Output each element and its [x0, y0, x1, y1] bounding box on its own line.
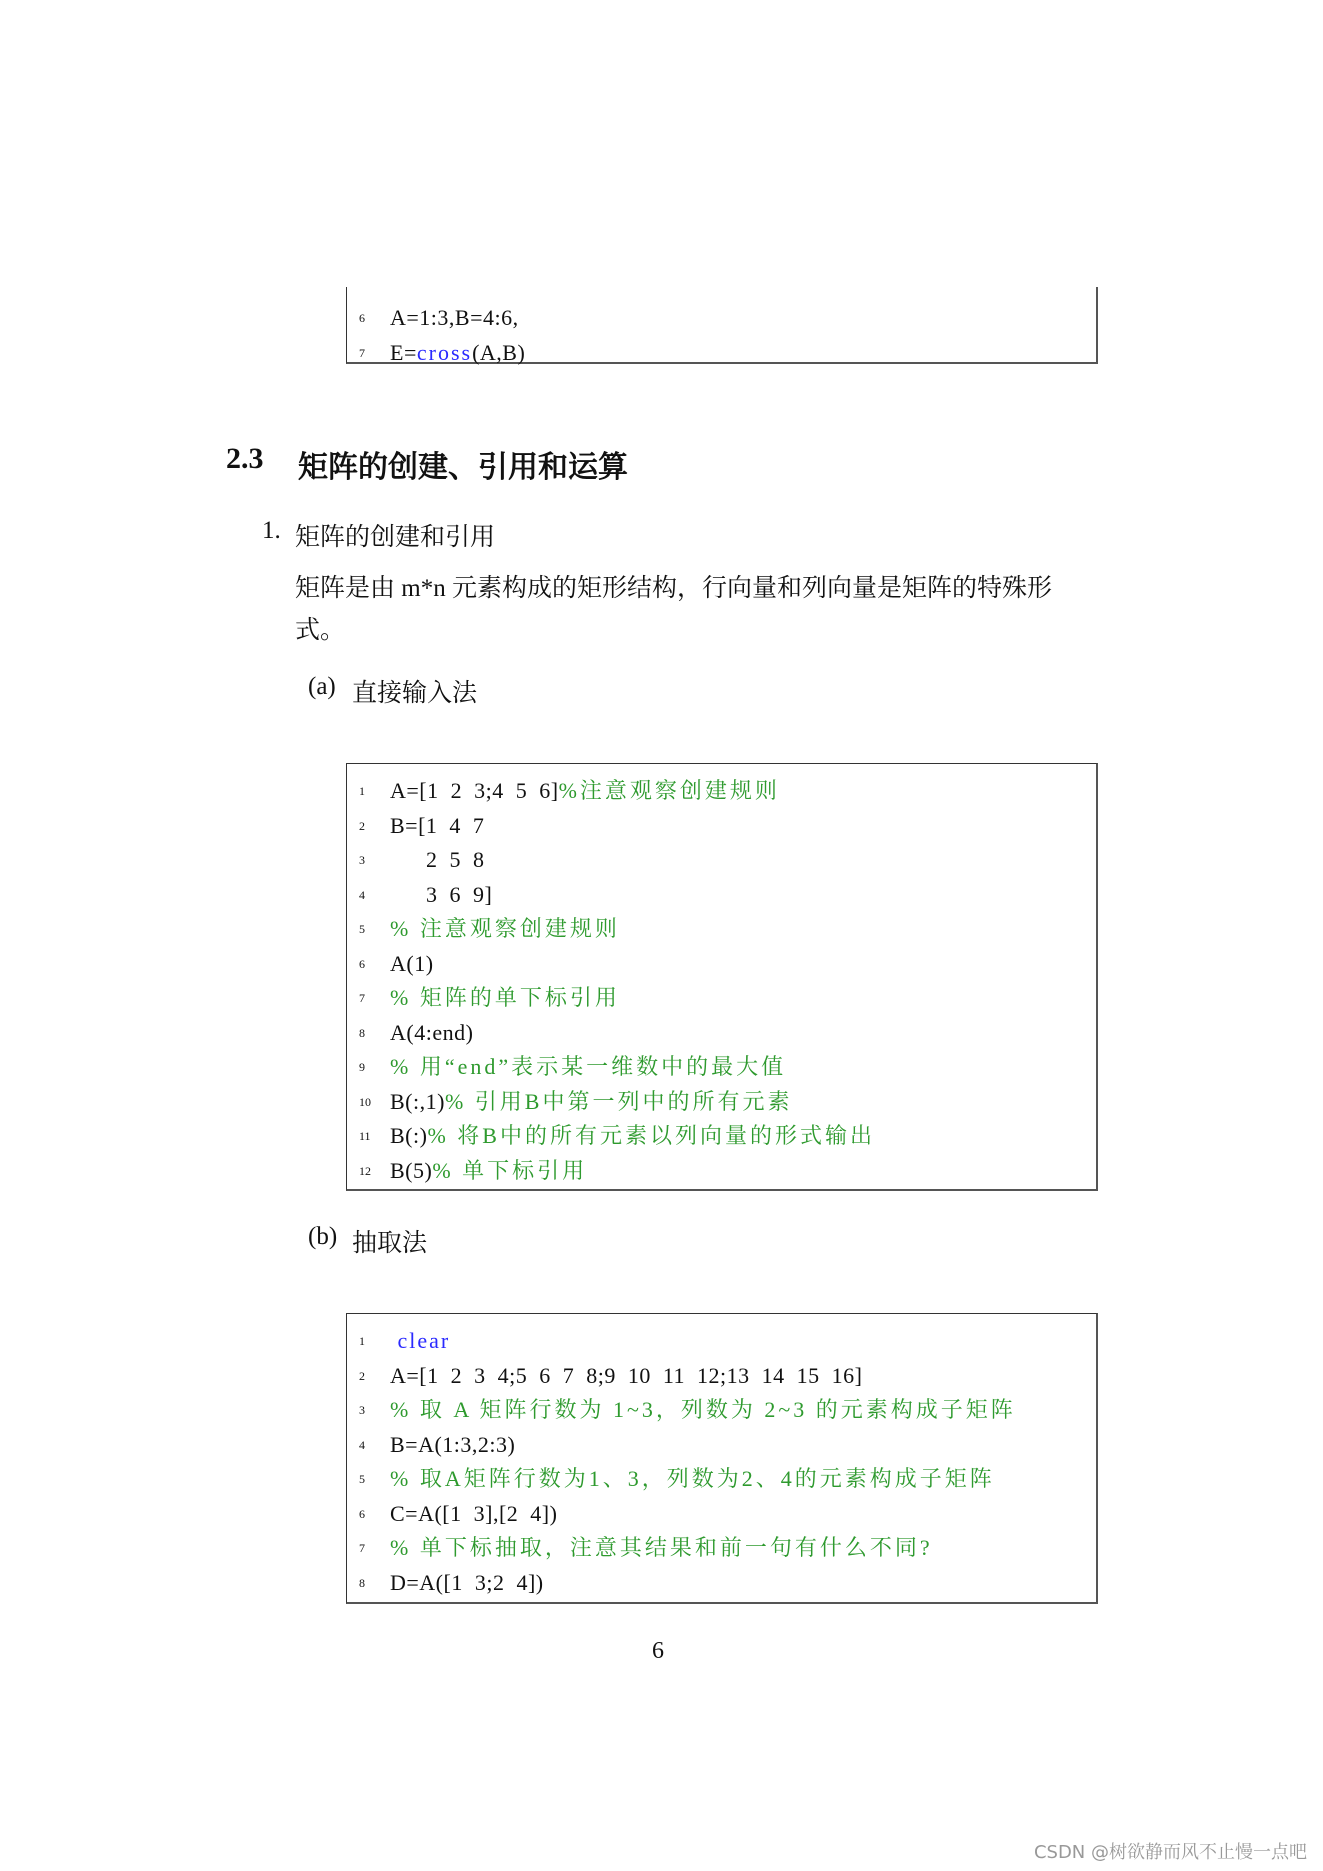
code-text [390, 336, 525, 370]
code-line [347, 1531, 1096, 1565]
code-text [390, 947, 434, 981]
code-comment: % 引用B中第一列中的所有元素 [444, 1088, 793, 1114]
line-number: 8 [359, 1025, 365, 1040]
code-line [347, 1324, 1096, 1358]
code-token: A=1:3,B=4:6, [390, 305, 519, 330]
code-comment: % 注意观察创建规则 [390, 916, 620, 941]
line-number: 3 [359, 853, 365, 867]
page-number: 6 [652, 1638, 664, 1664]
code-comment: % 将B中的所有元素以列向量的形式输出 [427, 1123, 875, 1148]
code-text [390, 981, 620, 1015]
line-number: 7 [359, 991, 365, 1005]
code-token: A(4:end) [390, 1019, 474, 1045]
code-text [390, 1324, 450, 1358]
code-text [390, 1359, 862, 1393]
section-title: 矩阵的创建、引用和运算 [298, 451, 628, 484]
line-number: 5 [359, 922, 365, 936]
item-title: 矩阵的创建和引用 [295, 524, 496, 551]
code-line [347, 1050, 1096, 1084]
code-line [347, 809, 1096, 843]
code-token: 3 6 9] [390, 881, 493, 907]
watermark: CSDN @树欲静而风不止慢一点吧 [1033, 1842, 1307, 1863]
item-number: 1. [262, 517, 281, 544]
code-line [347, 912, 1096, 946]
code-keyword: clear [390, 1328, 451, 1353]
code-line [347, 1119, 1096, 1153]
line-number: 5 [359, 1472, 365, 1486]
paragraph-line-1: 矩阵是由 m*n 元素构成的矩形结构，行向量和列向量是矩阵的特殊形 [295, 575, 1052, 602]
code-text [390, 1497, 557, 1531]
code-text [390, 1016, 473, 1050]
code-line [347, 947, 1096, 981]
line-number: 7 [359, 345, 365, 360]
code-token: B(:,1) [390, 1088, 445, 1114]
code-line [347, 1428, 1096, 1462]
code-token: B=[1 4 7 [390, 812, 485, 838]
line-number: 1 [359, 1334, 365, 1348]
code-text [390, 809, 484, 843]
code-line [347, 1462, 1096, 1496]
code-line [347, 981, 1096, 1015]
code-text [390, 1119, 875, 1153]
code-line [347, 1359, 1096, 1393]
code-line [347, 1393, 1096, 1427]
line-number: 9 [359, 1060, 365, 1074]
code-text [390, 774, 780, 808]
code-text [390, 301, 519, 335]
code-line [347, 1154, 1096, 1188]
code-comment: % 单下标抽取，注意其结果和前一句有什么不同? [390, 1535, 933, 1560]
code-text [390, 843, 485, 877]
line-number: 6 [359, 956, 365, 971]
code-line [347, 878, 1096, 912]
code-block-1 [346, 287, 1098, 364]
line-number: 2 [359, 818, 365, 833]
code-text [390, 1428, 515, 1462]
code-token: E= [390, 339, 417, 365]
code-text [390, 1462, 995, 1496]
section-number: 2.3 [226, 442, 264, 475]
code-token: D=A([1 3;2 4]) [390, 1569, 544, 1595]
code-line [347, 843, 1096, 877]
subsection-b-title: 抽取法 [352, 1230, 428, 1257]
code-token: A=[1 2 3;4 5 6] [390, 778, 559, 803]
code-text [390, 878, 492, 912]
subsection-a-label: (a) [308, 673, 336, 700]
line-number: 6 [359, 1506, 365, 1521]
line-number: 4 [359, 1437, 365, 1452]
code-comment: % 取A矩阵行数为1、3，列数为2、4的元素构成子矩阵 [390, 1466, 995, 1491]
paragraph-line-2: 式。 [295, 617, 346, 644]
code-text [390, 1531, 933, 1565]
line-number: 7 [359, 1541, 365, 1555]
code-token: (A,B) [472, 339, 526, 365]
code-block-3 [346, 1313, 1098, 1604]
code-text [390, 1154, 587, 1188]
line-number: 3 [359, 1403, 365, 1417]
code-token: A(1) [390, 950, 434, 976]
code-comment: %注意观察创建规则 [558, 778, 780, 803]
code-token: B=A(1:3,2:3) [390, 1431, 516, 1457]
code-token: 2 5 8 [390, 847, 485, 872]
line-number: 6 [359, 311, 365, 325]
code-text [390, 1566, 544, 1600]
line-number: 8 [359, 1575, 365, 1590]
code-text [390, 1050, 786, 1084]
line-number: 10 [359, 1094, 371, 1109]
code-comment: % 单下标引用 [432, 1157, 588, 1183]
code-comment: % 用“end”表示某一维数中的最大值 [390, 1054, 787, 1079]
line-number: 11 [359, 1129, 371, 1143]
code-line [347, 336, 1096, 370]
code-keyword: cross [416, 339, 473, 365]
line-number: 1 [359, 784, 365, 798]
code-line [347, 1085, 1096, 1119]
code-comment: % 取 A 矩阵行数为 1~3，列数为 2~3 的元素构成子矩阵 [390, 1397, 1016, 1422]
code-line [347, 1497, 1096, 1531]
code-token: C=A([1 3],[2 4]) [390, 1500, 558, 1526]
code-token: A=[1 2 3 4;5 6 7 8;9 10 11 12;13 14 15 16] [390, 1362, 863, 1388]
code-text [390, 1393, 1016, 1427]
code-token: B(5) [390, 1157, 433, 1183]
code-line [347, 1016, 1096, 1050]
code-token: B(:) [390, 1123, 428, 1148]
subsection-a-title: 直接输入法 [352, 680, 478, 707]
code-line [347, 1566, 1096, 1600]
line-number: 12 [359, 1163, 371, 1178]
line-number: 4 [359, 887, 365, 902]
line-number: 2 [359, 1368, 365, 1383]
code-comment: % 矩阵的单下标引用 [390, 985, 620, 1010]
code-text [390, 912, 620, 946]
code-line [347, 301, 1096, 335]
code-text [390, 1085, 792, 1119]
code-line [347, 774, 1096, 808]
code-block-2 [346, 763, 1098, 1191]
subsection-b-label: (b) [308, 1223, 338, 1250]
